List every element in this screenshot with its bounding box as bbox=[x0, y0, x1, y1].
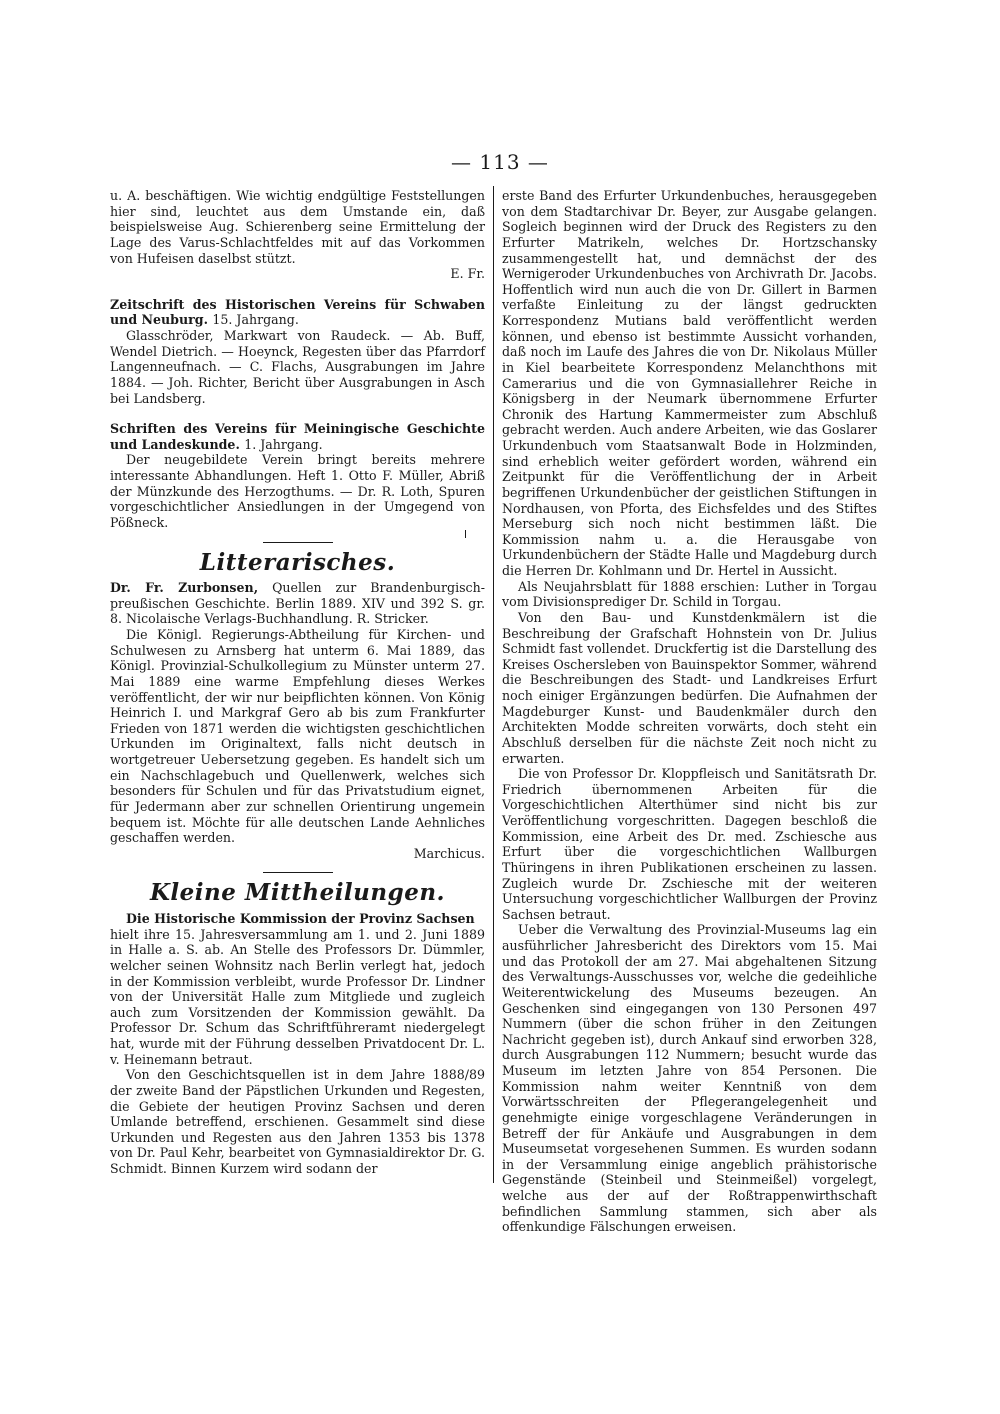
book-entry bbox=[110, 580, 485, 627]
book-review-signature: Marchicus. bbox=[413, 845, 485, 861]
right-paragraph-2: Als Neujahrsblatt für 1888 erschien: Luther in Torgau vom Divisionsprediger Dr. Schild in Torgau. bbox=[502, 578, 877, 610]
right-paragraph-5: Ueber die Verwaltung des Provinzial-Museums lag ein ausführlicher Jahresbericht des Direktors vom 15. Mai und das Protokoll der am 27. Mai abgehaltenen Sitzung des Verwaltungs-Ausschusses vor, welche die gedeihliche Weiterentwickelung des Museums bezeugen. An Geschenken sind eingegangen von 130 Personen 497 Nummern (über die schon früher in den Zeitungen Nachricht gegeben ist), durch Ankauf sind erworben 328, durch Ausgrabungen 112 Nummern; besucht wurde das Museum im letzten Jahre von 854 Personen. Die Kommission nahm weiter Kenntniß von dem Vorwärtsschreiten der Pflegerangelegenheit und genehmigte einige vorgeschlagene Veränderungen in Betreff der für Ankäufe und Ausgrabungen in dem Museumsetat vorgesehenen Summen. Es wurden sodann in der Versammlung einige angeblich prähistorische Gegenstände (Steinbeil und Steinmeißel) vorgelegt, welche aus der auf der Roßtrappenwirthschaft befindlichen Sammlung stammen, sich aber als offenkundige Fälschungen erweisen. bbox=[502, 922, 877, 1235]
journal-entry-1-body: Glasschröder, Markwart von Raudeck. — Ab. Buff, Wendel Dietrich. — Hoeynck, Regesten über das Pfarrdorf Langenneufnach. — C. Flachs, Ausgrabungen im Jahre 1884. — Joh. Richter, Bericht über Ausgrabungen in Asch bei Landsberg. bbox=[110, 328, 485, 406]
section-divider bbox=[263, 872, 333, 873]
section-heading-literature: Litterarisches. bbox=[199, 548, 396, 576]
column-divider bbox=[493, 186, 494, 1183]
journal-entry-2 bbox=[110, 421, 485, 452]
book-details: Quellen zur Brandenburgisch-preußischen Geschichte. Berlin 1889. XIV und 392 S. gr. 8. Nicolaische Verlags-Buchhandlung. R. Stricker. bbox=[110, 580, 485, 627]
section-heading-news: Kleine Mittheilungen. bbox=[149, 879, 446, 907]
right-paragraph-4: Die von Professor Dr. Kloppfleisch und Sanitätsrath Dr. Friedrich übernommenen Arbeiten für die Vorgeschichtlichen Alterthümer sind nicht bis zur Veröffentlichung vorgeschritten. Dagegen beschloß die Kommission, eine Arbeit des Dr. med. Zschiesche aus Erfurt über die vorgeschichtlichen Wallburgen Thüringens in ihren Publikationen erscheinen zu lassen. Zugleich wurde Dr. Zschiesche mit der weiteren Untersuchung vorgeschichtlicher Wallburgen der Provinz Sachsen betraut. bbox=[502, 766, 877, 922]
book-author: Dr. Fr. Zurbonsen, bbox=[110, 580, 259, 596]
journal-entry-2-body: Der neugebildete Verein bringt bereits mehrere interessante Abhandlungen. Heft 1. Otto F. Müller, Abriß der Münzkunde des Herzogthums. — Dr. R. Loth, Spuren vorgeschichtlicher Ansiedlungen in der Umgegend von Pößneck. bbox=[110, 452, 485, 530]
news-item-1-title bbox=[110, 911, 485, 927]
right-paragraph-1: erste Band des Erfurter Urkundenbuches, herausgegeben von dem Stadtarchivar Dr. Beyer, zur Ausgabe gelangen. Sogleich beginnen wird der Druck des Registers zu den Erfurter Matrikeln, welches Dr. Hortzschansky zusammengestellt hat, und demnächst der des Wernigeroder Urkundenbuches von Archivrath Dr. Jacobs. Hoffentlich wird nun auch die von Dr. Gillert in Barmen verfaßte Einleitung zu der längst gedruckten Korrespondenz Mutians bald veröffentlicht werden können, und ebenso ist bestimmte Aussicht vorhanden, daß noch im Laufe des Jahres die von Dr. Nikolaus Müller in Kiel bearbeitete Korrespondenz Melanchthons mit Camerarius und die von Gymnasiallehrer Reiche in Königsberg in der Neumark übernommene Erfurter Chronik des Hartung Kammermeister zum Abschluß gebracht werden. Auch andere Arbeiten, wie das Goslarer Urkundenbuch vom Staatsanwalt Bode in Holzminden, sind erheblich weiter gefördert worden, während ein Zeitpunkt für die Veröffentlichung der in Arbeit begriffenen Urkundenbücher der geistlichen Stiftungen in Nordhausen, von Pforta, des Eichsfeldes und des Stiftes Merseburg sich noch nicht bestimmen läßt. Die Kommission nahm u. a. die Herausgabe von Urkundenbüchern der Städte Halle und Magdeburg durch die Herren Dr. Kohlmann und Dr. Hertel in Aussicht. bbox=[502, 188, 877, 578]
news-item-1-body: hielt ihre 15. Jahresversammlung am 1. und 2. Juni 1889 in Halle a. S. ab. An Stelle des Professors Dr. Dümmler, welcher seinen Wohnsitz nach Berlin verlegt hat, jedoch in der Kommission verbleibt, wurde Professor Dr. Lindner von der Universität Halle zum Mitgliede und zugleich auch zum Vorsitzenden der Kommission gewählt. Da Professor Dr. Schum das Schriftführeramt niedergelegt hat, wurde mit der Führung desselben Privatdocent Dr. L. v. Heinemann betraut. bbox=[110, 926, 485, 1067]
book-review: Die Königl. Regierungs-Abtheilung für Kirchen- und Schulwesen zu Arnsberg hat unterm 6. Mai 1889, das Königl. Provinzial-Schulkollegium zu Münster unterm 27. Mai 1889 eine warme Empfehlung dieses Werkes veröffentlicht, der wir nur beipflichten können. Von König Heinrich I. und Markgraf Gero ab bis zum Frankfurter Frieden von 1871 werden die wichtigsten geschichtlichen Urkunden im Originaltext, falls nicht deutsch in wortgetreuer Uebersetzung gegeben. Es handelt sich um ein Nachschlagebuch und Quellenwerk, welches sich besonders für Schulen und für das Privatstudium eignet, für Jedermann aber zur schnellen Orientirung ungemein bequem ist. Möchte für alle deutschen Lande Aehnliches geschaffen werden. bbox=[110, 627, 485, 846]
news-item-1-heading: Die Historische Kommission der Provinz Sachsen bbox=[126, 911, 475, 926]
section-divider bbox=[263, 542, 333, 543]
right-column bbox=[502, 188, 877, 1235]
right-paragraph-3: Von den Bau- und Kunstdenkmälern ist die Beschreibung der Grafschaft Hohnstein von Dr. Julius Schmidt fast vollendet. Druckfertig ist die Darstellung des Kreises Oschersleben von Bauinspektor Sommer, während die Beschreibungen des Stadt- und Landkreises Erfurt noch einiger Ergänzungen bedürfen. Die Aufnahmen der Magdeburger Kunst- und Baudenkmäler durch den Architekten Modde schreiten vorwärts, doch steht ein Abschluß derselben für die nächste Zeit noch nicht zu erwarten. bbox=[502, 609, 877, 766]
journal-entry-1-title: Zeitschrift des Historischen Vereins für Schwaben und Neuburg. bbox=[110, 296, 485, 328]
left-column bbox=[110, 188, 485, 1177]
journal-entry-1 bbox=[110, 297, 485, 328]
intro-signature: E. Fr. bbox=[450, 266, 485, 282]
journal-entry-2-meta: 1. Jahrgang. bbox=[244, 436, 323, 452]
intro-paragraph: u. A. beschäftigen. Wie wichtig endgültige Feststellungen hier sind, leuchtet aus dem Umstande ein, daß beispielsweise Aug. Schierenberg seine Ermittelung der Lage des Varus-Schlachtfeldes mit auf das Vorkommen von Hufeisen daselbst stützt. bbox=[110, 188, 485, 266]
journal-entry-2-title: Schriften des Vereins für Meiningische Geschichte und Landeskunde. bbox=[110, 421, 485, 452]
page-number: — 113 — bbox=[451, 150, 549, 174]
news-item-1-body-2: Von den Geschichtsquellen ist in dem Jahre 1888/89 der zweite Band der Päpstlichen Urkunden und Regesten, die Gebiete der heutigen Provinz Sachsen und deren Umlande betreffend, erschienen. Gesammelt sind diese Urkunden und Regesten aus den Jahren 1353 bis 1378 von Dr. Paul Kehr, bearbeitet von Gymnasialdirektor Dr. G. Schmidt. Binnen Kurzem wird sodann der bbox=[110, 1067, 485, 1176]
journal-entry-1-meta: 15. Jahrgang. bbox=[212, 312, 299, 328]
